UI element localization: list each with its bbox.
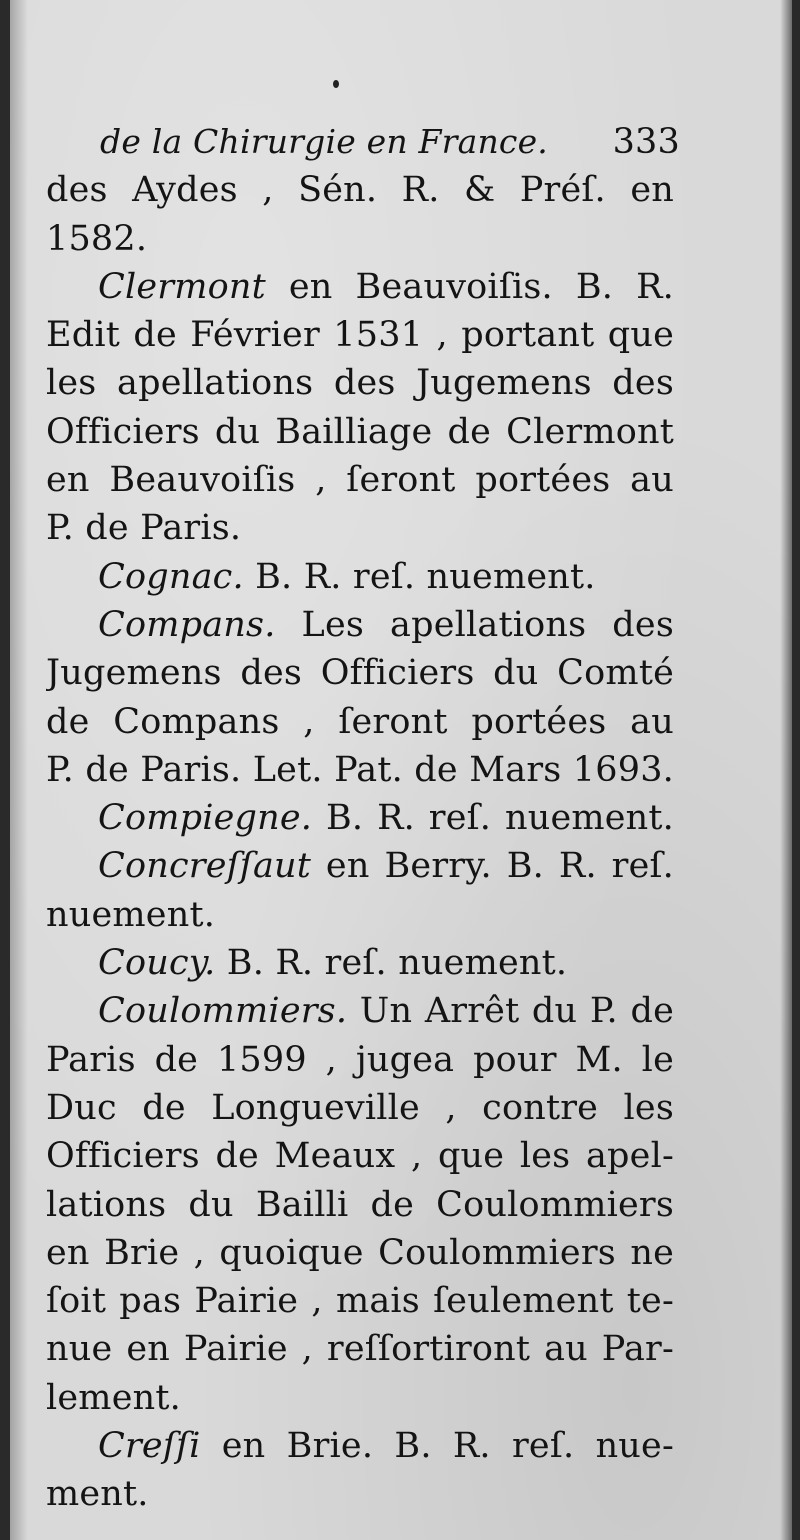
entry-place-name: Compiegne. [98, 798, 313, 839]
line-segment: lations du Bailli de Coulommiers [46, 1184, 674, 1225]
text-line [46, 1470, 674, 1518]
entry-place-name: Cognac. [98, 556, 244, 597]
entry-place-name: Coucy. [98, 943, 216, 984]
text-line [46, 408, 674, 456]
running-head-title: de la Chirurgie en France. [100, 122, 548, 161]
text-line [46, 987, 674, 1035]
line-segment: B. R. reſ. nuement. [215, 943, 568, 984]
body-text [46, 166, 674, 1518]
line-segment: Un Arrêt du P. de [347, 991, 674, 1032]
entry-place-name: Creſſi [98, 1426, 201, 1467]
text-line [46, 746, 674, 794]
text-line [46, 1277, 674, 1325]
text-line [46, 359, 674, 407]
text-line [46, 263, 674, 311]
text-line [46, 311, 674, 359]
entry-place-name: Clermont [98, 266, 266, 307]
line-segment: Jugemens des Officiers du Comté [46, 653, 674, 694]
line-segment: P. de Paris. Let. Pat. de Mars 1693. [46, 749, 674, 790]
line-segment: les apellations des Jugemens des [46, 363, 674, 404]
text-line [46, 456, 674, 504]
page-text [46, 118, 680, 1519]
line-segment: en Brie. B. R. reſ. nue- [200, 1426, 674, 1467]
line-segment: Officiers du Bailliage de Clermont [46, 411, 674, 452]
line-segment: 1582. [46, 218, 148, 259]
text-line [46, 1132, 674, 1180]
text-line [46, 1229, 674, 1277]
text-line [46, 1036, 674, 1084]
line-segment: B. R. reſ. nuement. [243, 556, 596, 597]
line-segment: ment. [46, 1474, 149, 1515]
text-line [46, 1422, 674, 1470]
line-segment: Les apellations des [275, 604, 674, 645]
line-segment: Duc de Longueville , contre les [46, 1087, 674, 1128]
text-line [46, 1084, 674, 1132]
entry-place-name: Concreſſaut [98, 846, 312, 887]
text-line [46, 649, 674, 697]
text-line [46, 1374, 674, 1422]
running-head [46, 118, 680, 166]
entry-place-name: Compans. [98, 604, 276, 645]
line-segment: lement. [46, 1377, 181, 1418]
text-line [46, 891, 674, 939]
line-segment: en Brie , quoique Coulommiers ne [46, 1232, 674, 1273]
line-segment: P. de Paris. [46, 508, 242, 549]
entry-place-name: Coulommiers. [98, 991, 348, 1032]
text-line [46, 698, 674, 746]
text-line [46, 794, 674, 842]
text-line [46, 842, 674, 890]
page-number: 333 [612, 122, 680, 162]
text-line [46, 553, 674, 601]
ink-speck [333, 80, 339, 88]
text-line [46, 1181, 674, 1229]
line-segment: Officiers de Meaux , que les apel- [46, 1136, 674, 1177]
book-page [10, 0, 792, 1540]
line-segment: de Compans , ſeront portées au [46, 701, 674, 742]
line-segment: B. R. reſ. nuement. [312, 798, 674, 839]
line-segment: ſoit pas Pairie , mais ſeulement te- [46, 1281, 674, 1322]
line-segment: Edit de Février 1531 , portant que [46, 315, 674, 356]
line-segment: en Beauvoiſis , ſeront portées au [46, 460, 674, 501]
line-segment: en Beauvoiſis. B. R. [265, 266, 674, 307]
text-line [46, 939, 674, 987]
line-segment: des Aydes , Sén. R. & Préſ. en [46, 170, 674, 211]
line-segment: nuement. [46, 894, 216, 935]
line-segment: Paris de 1599 , jugea pour M. le [46, 1039, 674, 1080]
text-line [46, 504, 674, 552]
text-line [46, 1325, 674, 1373]
text-line [46, 215, 674, 263]
line-segment: nue en Pairie , reſſortiront au Par- [46, 1329, 674, 1370]
text-line [46, 601, 674, 649]
text-line [46, 166, 674, 214]
line-segment: en Berry. B. R. reſ. [311, 846, 674, 887]
